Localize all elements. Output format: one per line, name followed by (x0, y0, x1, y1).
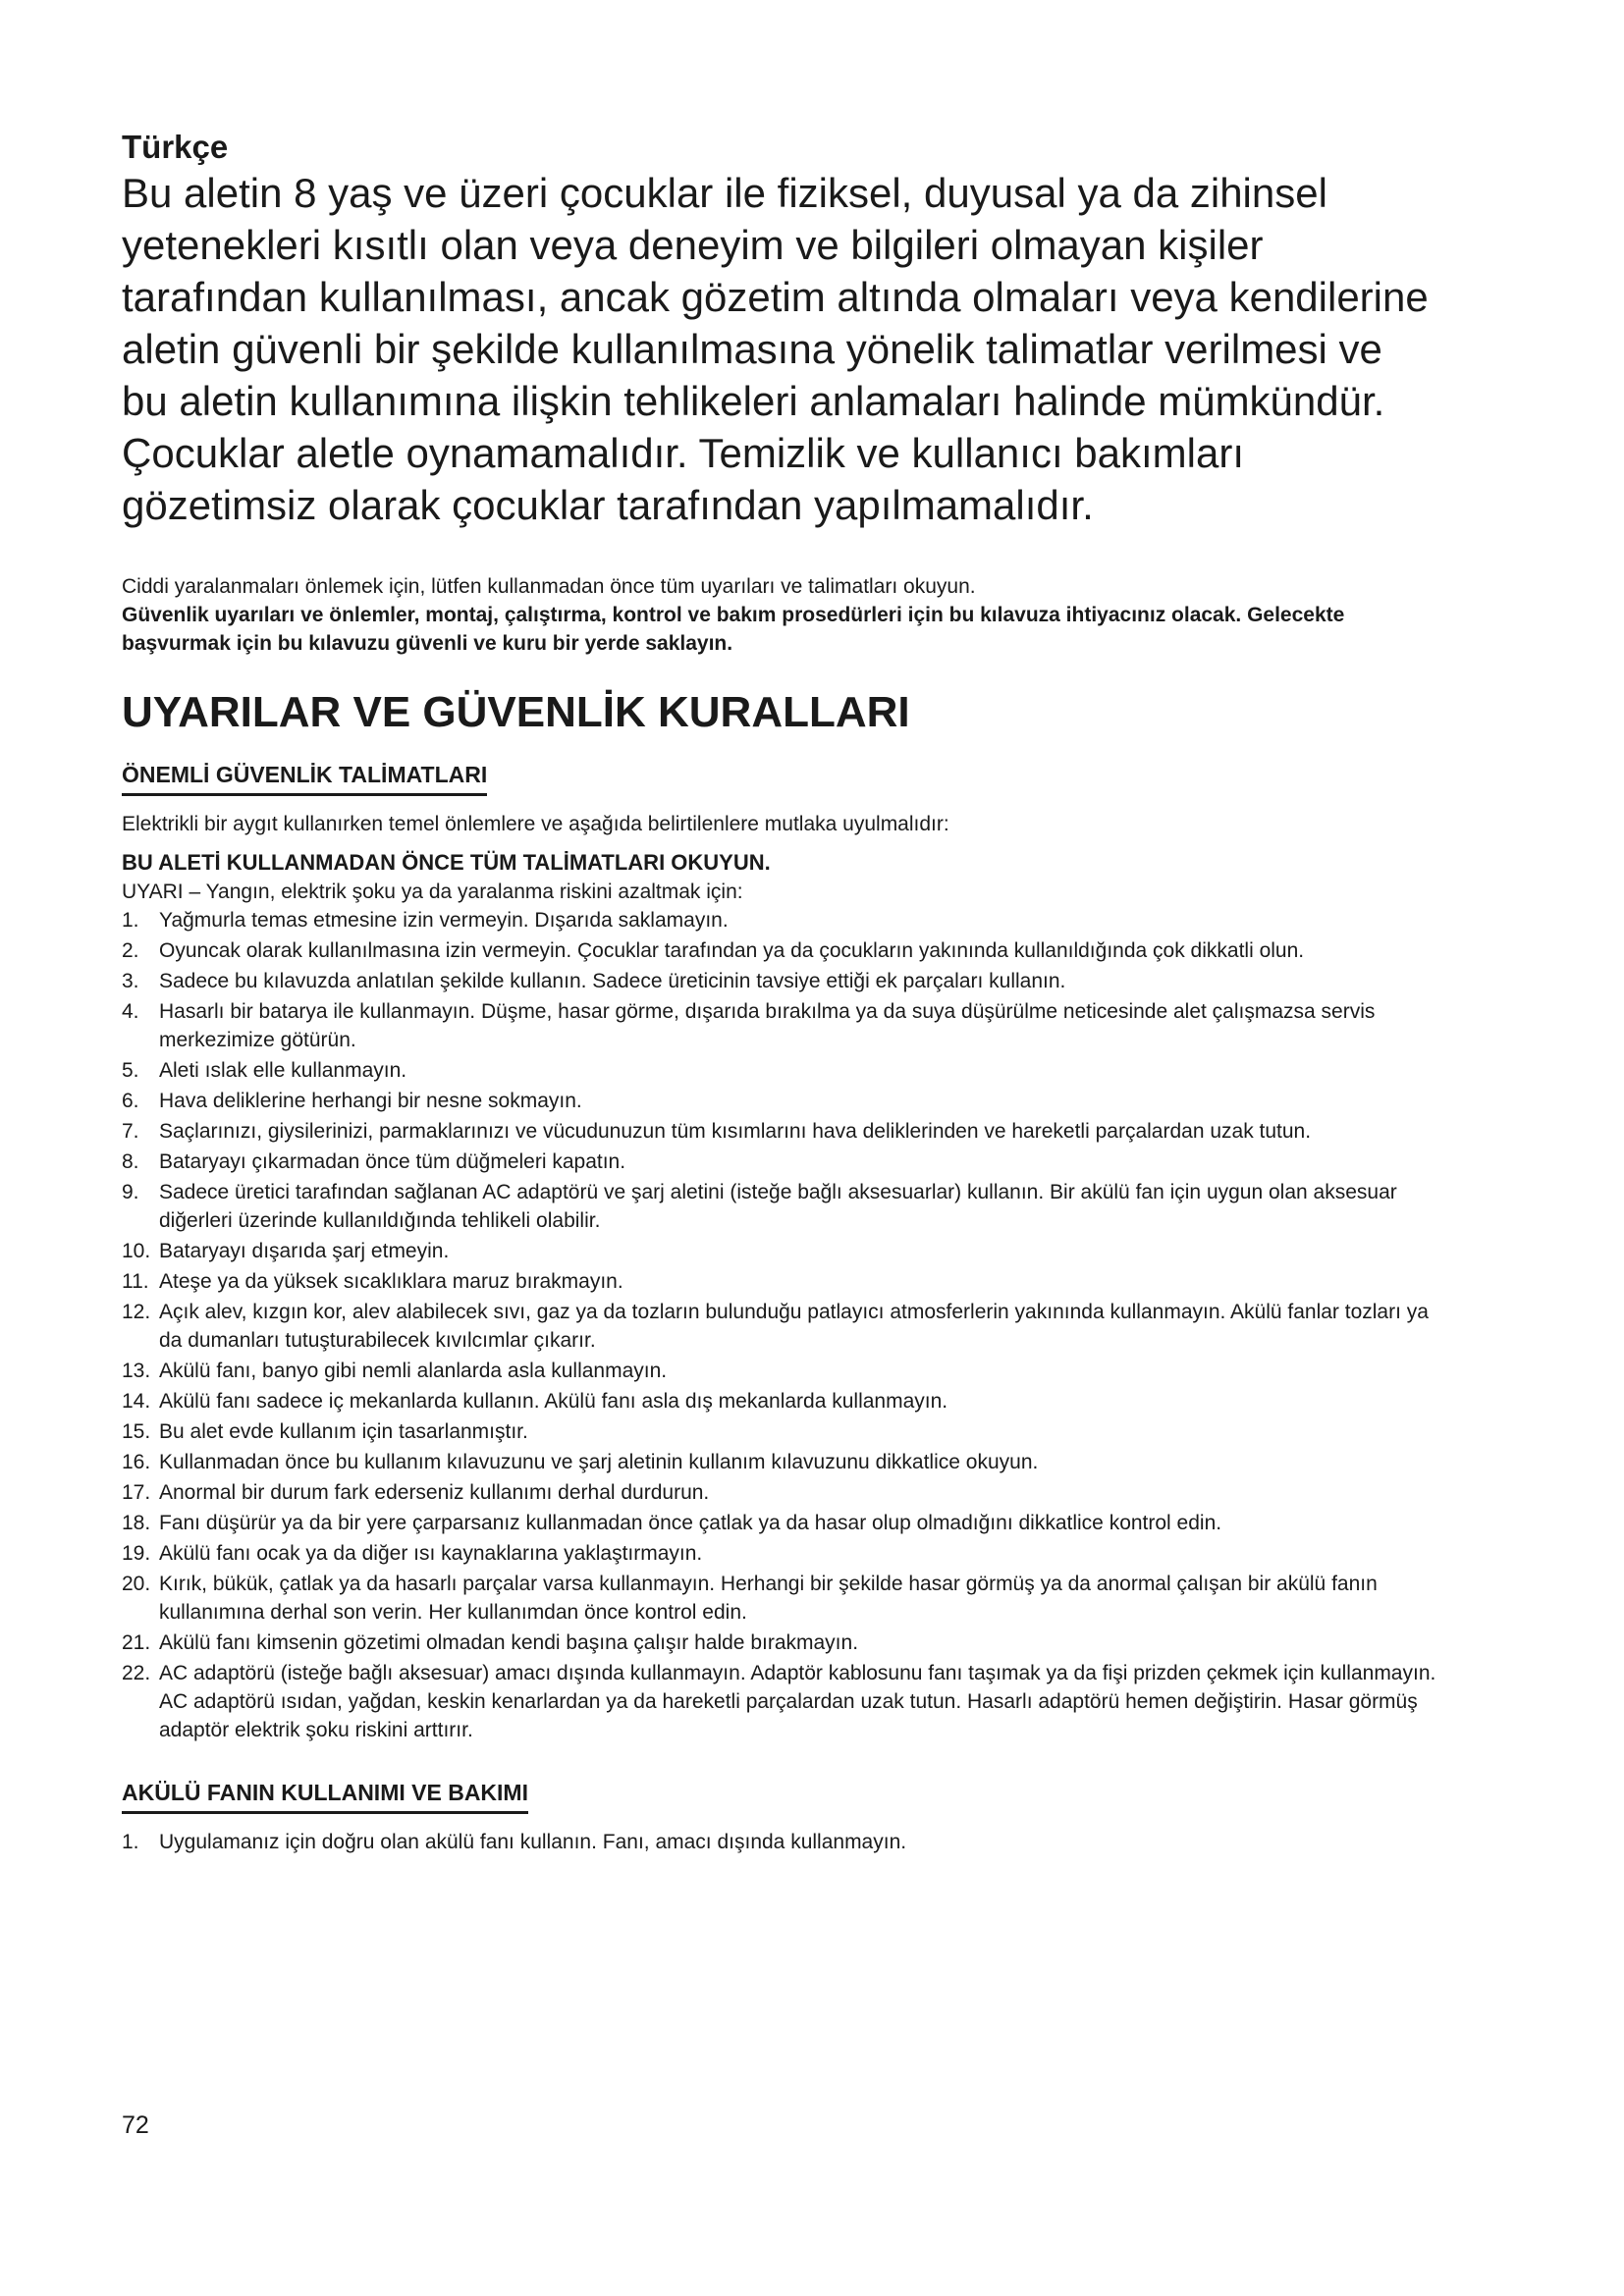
list-item-text: Kırık, bükük, çatlak ya da hasarlı parçalar varsa kullanmayın. Herhangi bir şekilde hasar görmüş ya da anormal çalışan bir akülü fanın kullanımına derhal son verin. Her kullanımdan önce kontrol edin. (159, 1573, 1378, 1624)
list-item-number: 15. (122, 1420, 151, 1443)
list-item (122, 1448, 1437, 1476)
list-item (122, 1387, 1437, 1415)
list-item-number: 22. (122, 1662, 151, 1684)
safety-lead: Elektrikli bir aygıt kullanırken temel önlemlere ve aşağıda belirtilenlere mutlaka uyulmalıdır: (122, 813, 949, 835)
list-item-number: 7. (122, 1120, 139, 1143)
manual-page (122, 128, 1437, 1858)
list-item-number: 5. (122, 1059, 139, 1082)
list-item-number: 17. (122, 1481, 151, 1504)
list-item-number: 2. (122, 939, 139, 962)
list-item (122, 1509, 1437, 1537)
list-item-number: 4. (122, 1000, 139, 1023)
list-item-number: 16. (122, 1451, 151, 1473)
list-item (122, 1478, 1437, 1507)
list-item (122, 1659, 1437, 1744)
list-item-text: Bu alet evde kullanım için tasarlanmıştır. (159, 1420, 528, 1443)
list-item-number: 21. (122, 1631, 151, 1654)
list-item (122, 1539, 1437, 1568)
list-item (122, 967, 1437, 995)
list-item-number: 20. (122, 1573, 151, 1595)
list-item (122, 1357, 1437, 1385)
intro-block (122, 572, 1437, 658)
list-item (122, 1417, 1437, 1446)
list-item-number: 11. (122, 1270, 149, 1293)
list-item-text: Akülü fanı kimsenin gözetimi olmadan kendi başına çalışır halde bırakmayın. (159, 1631, 859, 1654)
page-number: 72 (122, 2111, 149, 2139)
list-item (122, 1570, 1437, 1627)
list-item (122, 1117, 1437, 1146)
list-item-number: 9. (122, 1181, 139, 1203)
list-item (122, 1087, 1437, 1115)
list-item (122, 906, 1437, 934)
list-item-text: AC adaptörü (isteğe bağlı aksesuar) amacı dışında kullanmayın. Adaptör kablosunu fanı taşımak ya da fişi prizden çekmek için kullanmayın. AC adaptörü ısıdan, yağdan, keskin kenarlardan ya da hareketli parçalardan uzak tutun. Hasarlı adaptörü hemen değiştirin. Hasar görmüş adaptör elektrik şoku riskini arttırır. (159, 1662, 1436, 1741)
intro-bold-line: Güvenlik uyarıları ve önlemler, montaj, çalıştırma, kontrol ve bakım prosedürleri için bu kılavuza ihtiyacınız olacak. Gelecekte başvurmak için bu kılavuzu güvenli ve kuru bir yerde saklayın. (122, 604, 1345, 655)
list-item-text: Hava deliklerine herhangi bir nesne sokmayın. (159, 1090, 582, 1112)
list-item-text: Ateşe ya da yüksek sıcaklıklara maruz bırakmayın. (159, 1270, 623, 1293)
list-item-number: 1. (122, 1831, 139, 1853)
list-item-number: 13. (122, 1360, 151, 1382)
safety-rules-list (122, 906, 1437, 1744)
list-item-text: Sadece üretici tarafından sağlanan AC adaptörü ve şarj aletini (isteğe bağlı aksesuarlar) kullanın. Bir akülü fan için uygun olan aksesuar diğerleri üzerinde kullanıldığında tehlikeli olabilir. (159, 1181, 1397, 1232)
list-item-text: Akülü fanı sadece iç mekanlarda kullanın. Akülü fanı asla dış mekanlarda kullanmayın. (159, 1390, 948, 1413)
list-item (122, 1267, 1437, 1296)
list-item (122, 1178, 1437, 1235)
usage-rules-list (122, 1828, 1437, 1856)
intro-line: Ciddi yaralanmaları önlemek için, lütfen kullanmadan önce tüm uyarıları ve talimatları okuyun. (122, 575, 976, 598)
read-all-instructions: BU ALETİ KULLANMADAN ÖNCE TÜM TALİMATLARI OKUYUN. (122, 850, 771, 875)
list-item-number: 10. (122, 1240, 151, 1262)
list-item (122, 997, 1437, 1054)
list-item-number: 14. (122, 1390, 151, 1413)
list-item-text: Uygulamanız için doğru olan akülü fanı kullanın. Fanı, amacı dışında kullanmayın. (159, 1831, 907, 1853)
safety-instructions-heading: ÖNEMLİ GÜVENLİK TALİMATLARI (122, 760, 487, 796)
list-item-text: Fanı düşürür ya da bir yere çarparsanız kullanmadan önce çatlak ya da hasar olup olmadığını dikkatlice kontrol edin. (159, 1512, 1222, 1534)
list-item-text: Açık alev, kızgın kor, alev alabilecek sıvı, gaz ya da tozların bulunduğu patlayıcı atmosferlerin yakınında kullanmayın. Akülü fanlar tozları ya da dumanları tutuşturabilecek kıvılcımlar çıkarır. (159, 1301, 1429, 1352)
list-item-number: 12. (122, 1301, 151, 1323)
list-item-text: Akülü fanı, banyo gibi nemli alanlarda asla kullanmayın. (159, 1360, 668, 1382)
list-item-number: 8. (122, 1150, 139, 1173)
list-item-text: Sadece bu kılavuzda anlatılan şekilde kullanın. Sadece üreticinin tavsiye ettiği ek parçaları kullanın. (159, 970, 1066, 992)
list-item-number: 6. (122, 1090, 139, 1112)
list-item-text: Aleti ıslak elle kullanmayın. (159, 1059, 407, 1082)
list-item-number: 18. (122, 1512, 151, 1534)
list-item-text: Kullanmadan önce bu kullanım kılavuzunu ve şarj aletinin kullanım kılavuzunu dikkatlice okuyun. (159, 1451, 1039, 1473)
list-item-text: Oyuncak olarak kullanılmasına izin vermeyin. Çocuklar tarafından ya da çocukların yakınında kullanıldığında çok dikkatli olun. (159, 939, 1305, 962)
list-item-number: 3. (122, 970, 139, 992)
list-item-text: Saçlarınızı, giysilerinizi, parmaklarınızı ve vücudunuzun tüm kısımlarını hava deliklerinden ve hareketli parçalardan uzak tutun. (159, 1120, 1312, 1143)
list-item (122, 1298, 1437, 1355)
list-item-text: Hasarlı bir batarya ile kullanmayın. Düşme, hasar görme, dışarıda bırakılma ya da suya düşürülme neticesinde alet çalışmazsa servis merkezimize götürün. (159, 1000, 1376, 1051)
list-item (122, 1056, 1437, 1085)
list-item-text: Bataryayı dışarıda şarj etmeyin. (159, 1240, 450, 1262)
list-item (122, 1828, 1437, 1856)
main-heading: UYARILAR VE GÜVENLİK KURALLARI (122, 688, 910, 736)
list-item (122, 1148, 1437, 1176)
usage-care-heading: AKÜLÜ FANIN KULLANIMI VE BAKIMI (122, 1778, 528, 1814)
list-item-text: Bataryayı çıkarmadan önce tüm düğmeleri kapatın. (159, 1150, 626, 1173)
list-item (122, 1237, 1437, 1265)
language-heading: Türkçe (122, 129, 229, 165)
list-item-number: 1. (122, 909, 139, 932)
list-item (122, 1629, 1437, 1657)
list-item-text: Akülü fanı ocak ya da diğer ısı kaynaklarına yaklaştırmayın. (159, 1542, 703, 1565)
list-item-number: 19. (122, 1542, 151, 1565)
list-item (122, 936, 1437, 965)
list-item-text: Anormal bir durum fark ederseniz kullanımı derhal durdurun. (159, 1481, 710, 1504)
warning-line: UYARI – Yangın, elektrik şoku ya da yaralanma riskini azaltmak için: (122, 881, 743, 903)
list-item-text: Yağmurla temas etmesine izin vermeyin. Dışarıda saklamayın. (159, 909, 729, 932)
child-safety-warning: Bu aletin 8 yaş ve üzeri çocuklar ile fiziksel, duyusal ya da zihinsel yetenekleri kısıtlı olan veya deneyim ve bilgileri olmayan kişiler tarafından kullanılması, ancak gözetim altında olmaları veya kendilerine aletin güvenli bir şekilde kullanılmasına yönelik talimatlar verilmesi ve bu aletin kullanımına ilişkin tehlikeleri anlamaları halinde mümkündür. Çocuklar aletle oynamamalıdır. Temizlik ve kullanıcı bakımları gözetimsiz olarak çocuklar tarafından yapılmamalıdır. (122, 170, 1429, 528)
